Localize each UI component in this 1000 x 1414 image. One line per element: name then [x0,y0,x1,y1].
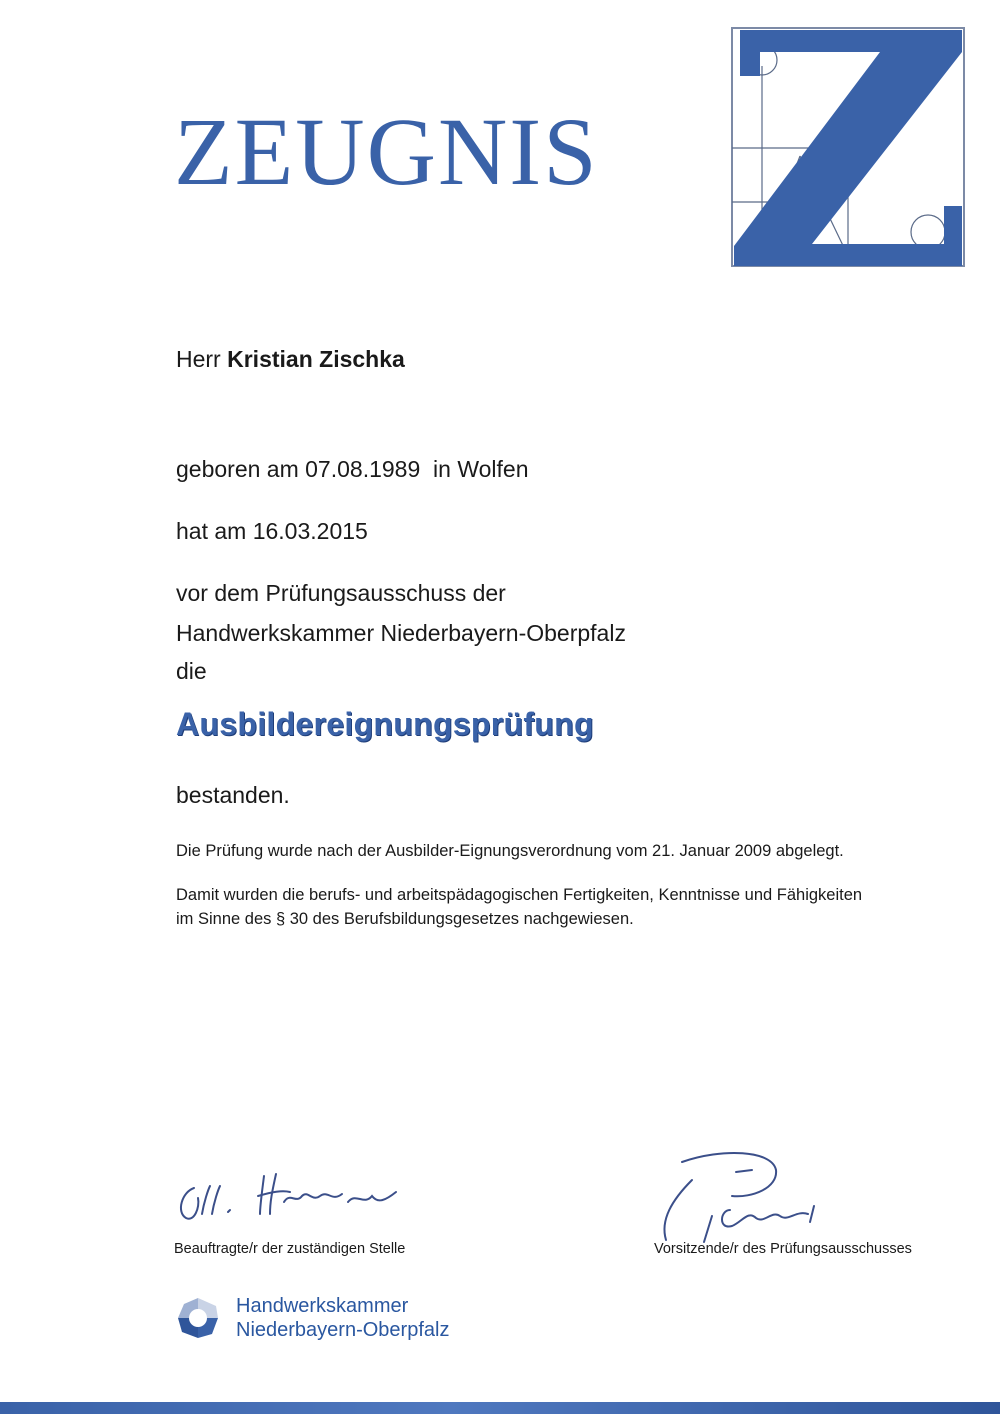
issuer-name-line-1: Handwerkskammer [236,1295,409,1317]
z-monogram-logo [730,26,968,270]
salutation: Herr [176,346,221,372]
certificate-title: ZEUGNIS [174,98,599,205]
article: die [176,658,207,684]
exam-name: Ausbildereignungsprüfung [176,706,594,742]
regulation-note: Die Prüfung wurde nach der Ausbilder-Eignungsverordnung vom 21. Januar 2009 abgelegt. [176,842,844,860]
left-signature-caption: Beauftragte/r der zuständigen Stelle [174,1241,406,1257]
result: bestanden. [176,782,290,808]
competence-line-1: Damit wurden die berufs- und arbeitspädagogischen Fertigkeiten, Kenntnisse und Fähigkeiten [176,886,863,904]
left-signature [172,1162,412,1228]
birth-line: geboren am 07.08.1989 in Wolfen [176,456,529,482]
exam-date-line: hat am 16.03.2015 [176,518,368,544]
right-signature-caption: Vorsitzende/r des Prüfungsausschusses [654,1241,912,1257]
bottom-decorative-bar [0,1402,1000,1414]
competence-line-2: im Sinne des § 30 des Berufsbildungsgesetzes nachgewiesen. [176,910,634,928]
committee-line-2: Handwerkskammer Niederbayern-Oberpfalz [176,620,626,646]
recipient-line [176,346,405,374]
handwerkskammer-logo-icon [176,1296,220,1340]
issuer-name-line-2: Niederbayern-Oberpfalz [236,1319,450,1341]
recipient-name: Kristian Zischka [227,346,405,372]
right-signature [652,1140,842,1250]
committee-line-1: vor dem Prüfungsausschuss der [176,580,506,606]
issuer-name [236,1294,449,1342]
